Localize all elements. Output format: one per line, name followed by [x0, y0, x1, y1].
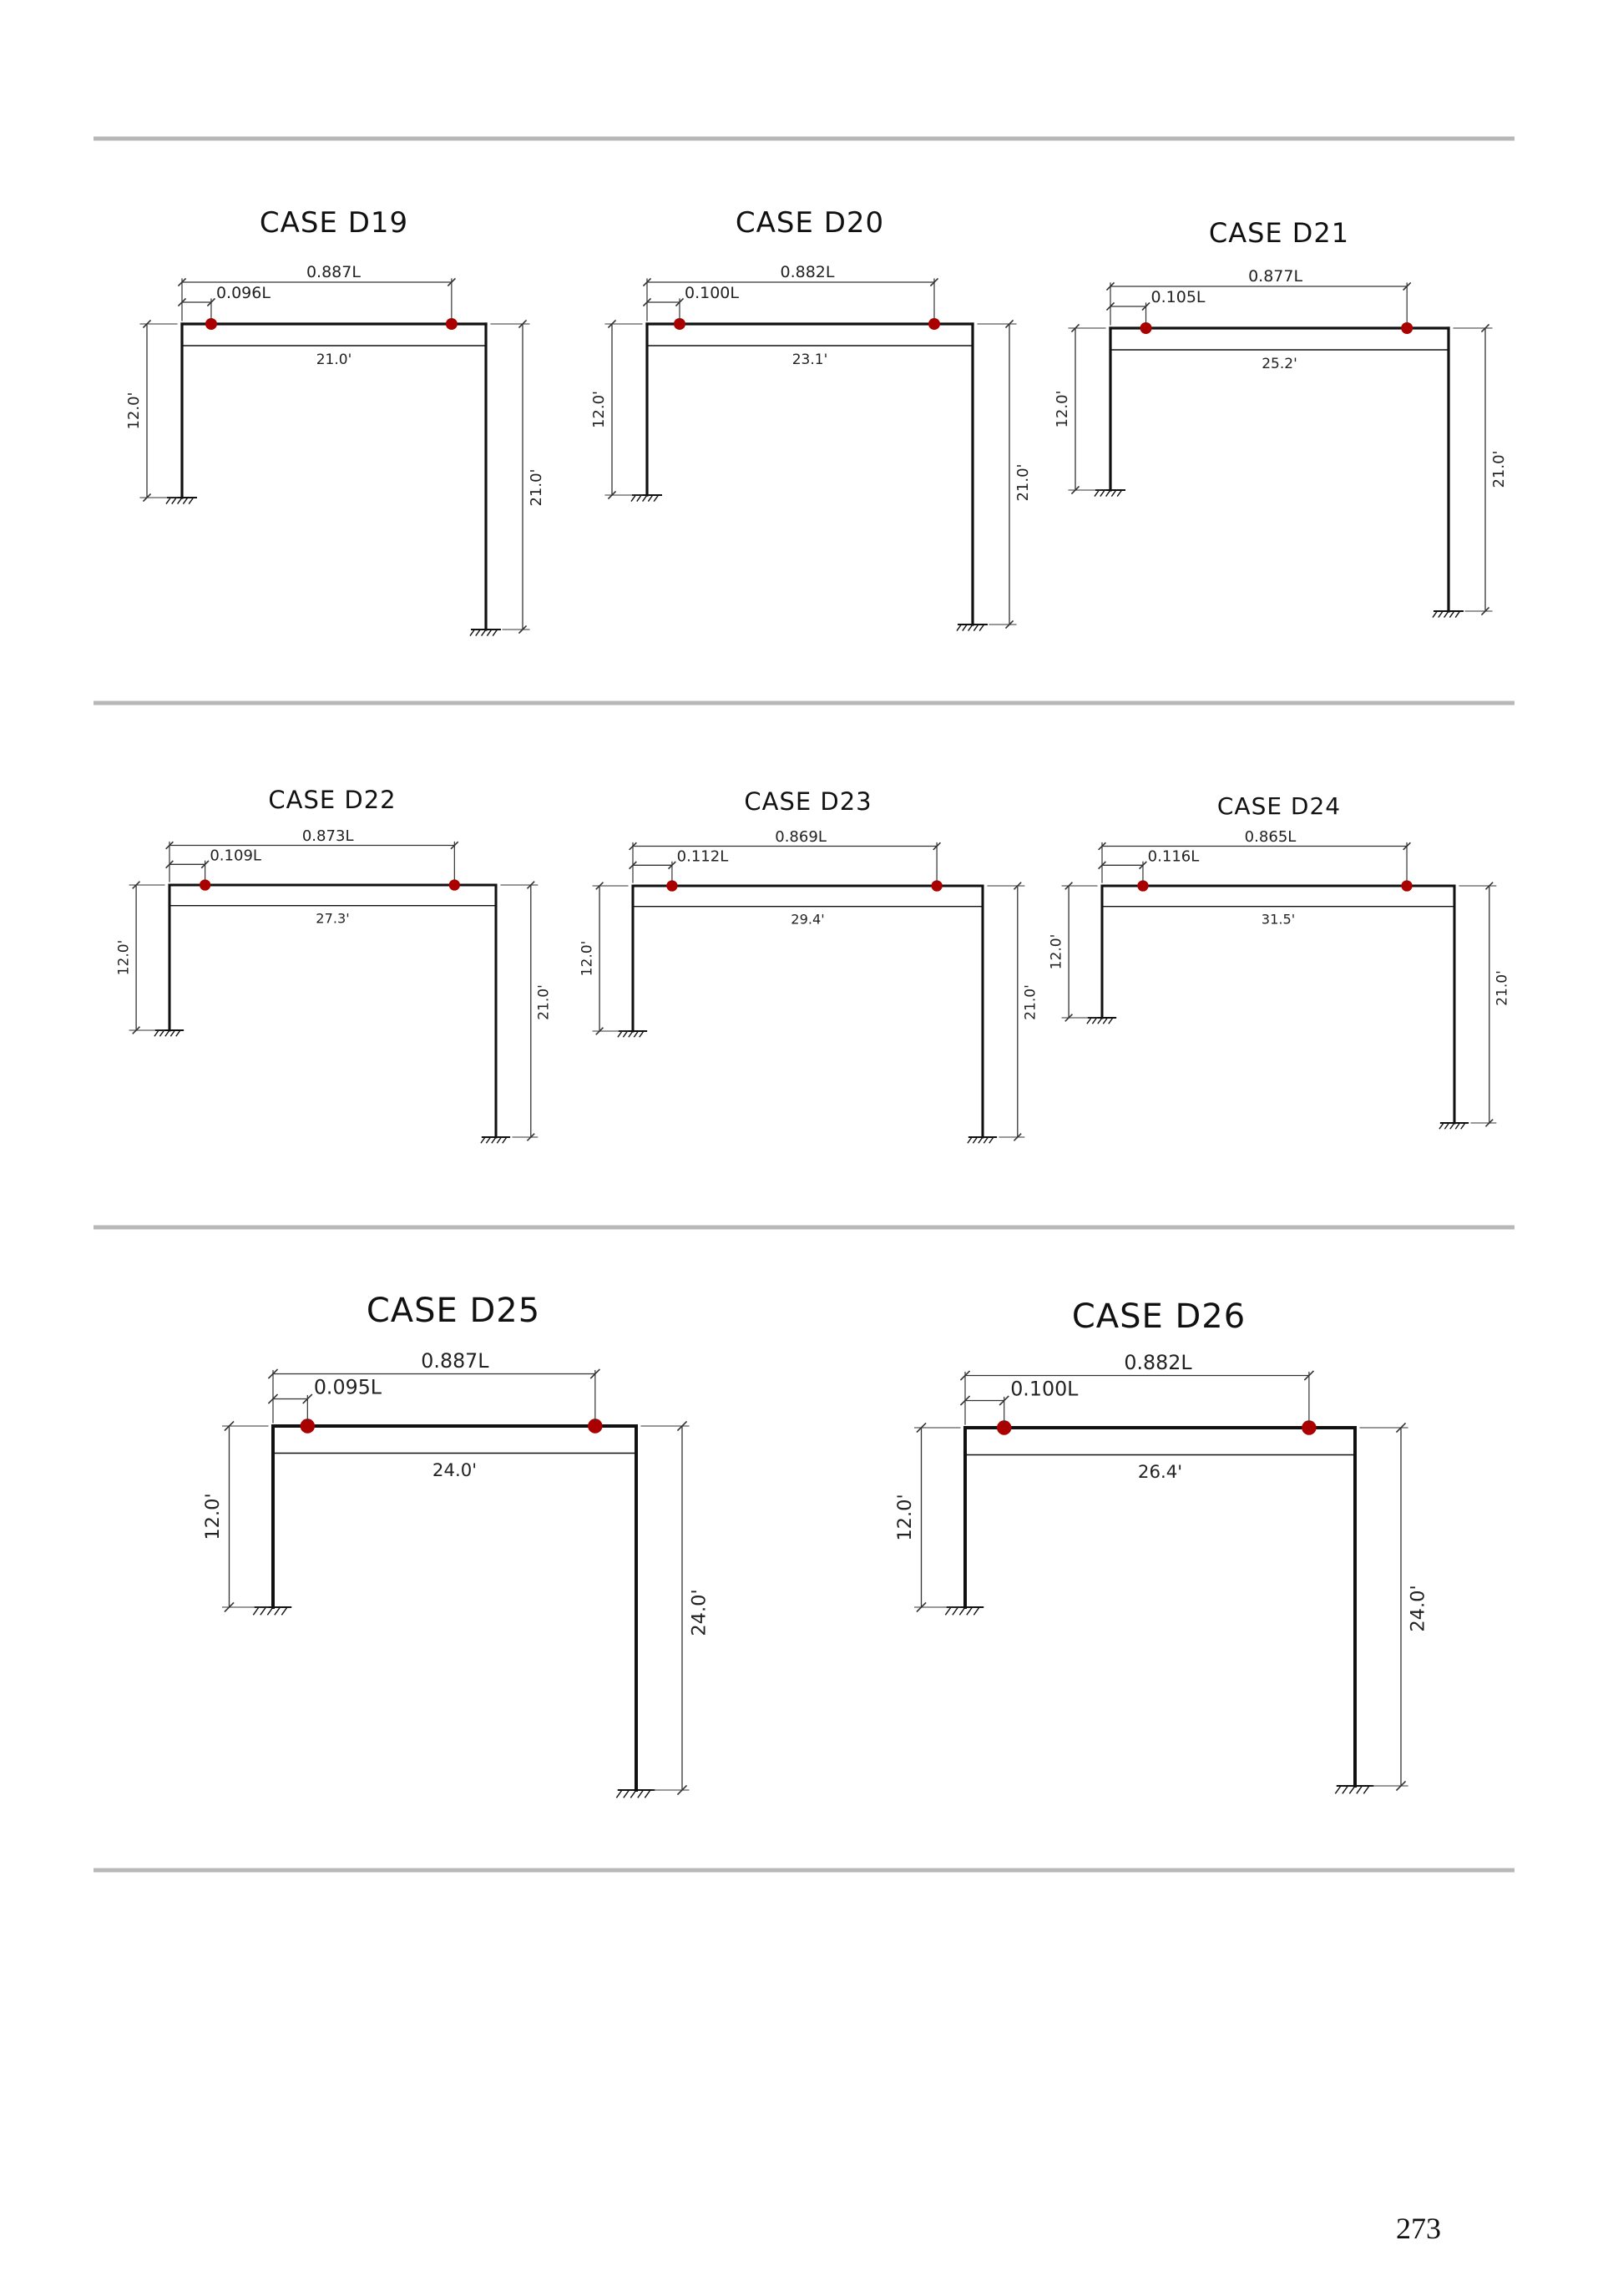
ratio-short-label: 0.100L: [685, 284, 739, 302]
case-title: CASE D19: [259, 206, 409, 240]
support-hatch: [617, 1790, 622, 1798]
case-title: CASE D26: [1071, 1297, 1246, 1336]
hinge-dot-right: [446, 318, 458, 330]
case-title: CASE D23: [744, 787, 872, 816]
support-hatch: [637, 495, 641, 501]
support-hatch: [631, 495, 635, 501]
tall-height-label: 21.0': [1494, 970, 1511, 1006]
ratio-short-label: 0.109L: [210, 847, 261, 865]
short-height-label: 12.0': [1048, 933, 1065, 970]
support-hatch: [268, 1607, 273, 1615]
ratio-long-label: 0.877L: [1248, 267, 1303, 286]
hinge-dot-left: [1137, 880, 1148, 891]
support-hatch: [488, 630, 492, 635]
frame-case-case-d21: [1054, 217, 1508, 617]
support-hatch: [260, 1607, 265, 1615]
hinge-dot-right: [449, 879, 460, 890]
ratio-long-label: 0.882L: [780, 263, 835, 281]
short-height-label: 12.0': [115, 939, 133, 976]
span-label: 21.0': [316, 351, 352, 368]
ratio-long-label: 0.887L: [306, 263, 361, 281]
ratio-short-label: 0.112L: [676, 847, 729, 866]
support-hatch: [166, 498, 170, 503]
case-title: CASE D25: [366, 1292, 541, 1330]
support-hatch: [476, 630, 480, 635]
case-title: CASE D24: [1216, 792, 1342, 820]
span-label: 26.4': [1137, 1462, 1183, 1483]
frame-case-case-d23: [579, 787, 1039, 1143]
support-hatch: [655, 495, 659, 501]
support-hatch: [645, 1790, 650, 1798]
frame-case-case-d22: [116, 786, 553, 1143]
support-hatch: [963, 625, 967, 630]
support-hatch: [980, 625, 984, 630]
support-hatch: [1095, 490, 1099, 496]
tall-height-label: 21.0': [1014, 463, 1032, 502]
separator-line: [94, 701, 1515, 705]
support-hatch: [1456, 611, 1460, 617]
separator-line: [94, 1869, 1515, 1873]
frame-case-case-d24: [1049, 792, 1511, 1129]
support-hatch: [190, 498, 194, 503]
separator-line: [94, 137, 1515, 141]
tall-height-label: 21.0': [535, 984, 553, 1020]
span-label: 29.4': [791, 911, 825, 928]
short-height-label: 12.0': [579, 940, 596, 977]
frame-case-case-d19: [125, 206, 545, 635]
support-hatch: [1357, 1786, 1362, 1793]
support-hatch: [493, 630, 498, 635]
support-hatch: [974, 625, 978, 630]
span-label: 25.2': [1262, 356, 1297, 372]
ratio-short-label: 0.100L: [1010, 1377, 1079, 1401]
frame-case-case-d25: [202, 1292, 710, 1798]
support-hatch: [624, 1790, 629, 1798]
support-hatch: [172, 498, 176, 503]
page-number: 273: [1396, 2212, 1441, 2245]
short-height-label: 12.0': [590, 390, 608, 429]
hinge-dot-right: [928, 318, 940, 330]
support-hatch: [1106, 490, 1110, 496]
span-label: 24.0': [432, 1460, 478, 1481]
hinge-dot-right: [1401, 322, 1413, 334]
support-hatch: [1350, 1786, 1355, 1793]
tall-height-label: 24.0': [1407, 1585, 1429, 1632]
ratio-short-label: 0.105L: [1150, 288, 1206, 306]
support-hatch: [960, 1607, 965, 1615]
case-title: CASE D21: [1208, 217, 1350, 249]
span-label: 27.3': [316, 910, 350, 927]
frame-case-case-d20: [590, 206, 1032, 630]
support-hatch: [649, 495, 653, 501]
support-hatch: [643, 495, 647, 501]
short-height-label: 12.0': [125, 392, 143, 430]
support-hatch: [974, 1607, 979, 1615]
support-hatch: [1118, 490, 1122, 496]
support-hatch: [470, 630, 474, 635]
ratio-long-label: 0.865L: [1244, 827, 1297, 846]
support-hatch: [968, 625, 973, 630]
support-hatch: [178, 498, 182, 503]
support-hatch: [482, 630, 486, 635]
tall-height-label: 21.0': [528, 468, 545, 507]
tall-height-label: 21.0': [1022, 984, 1039, 1020]
support-hatch: [1343, 1786, 1348, 1793]
hinge-dot-left: [666, 880, 677, 891]
case-title: CASE D22: [268, 786, 397, 814]
hinge-dot-left: [674, 318, 685, 330]
frame-case-case-d26: [894, 1297, 1429, 1793]
short-height-label: 12.0': [202, 1493, 224, 1540]
ratio-long-label: 0.869L: [775, 827, 827, 846]
support-hatch: [967, 1607, 972, 1615]
ratio-short-label: 0.096L: [215, 284, 271, 302]
hinge-dot-left: [200, 879, 210, 890]
ratio-long-label: 0.882L: [1124, 1351, 1192, 1374]
support-hatch: [1336, 1786, 1341, 1793]
support-hatch: [275, 1607, 280, 1615]
support-hatch: [946, 1607, 951, 1615]
support-hatch: [282, 1607, 287, 1615]
support-hatch: [1100, 490, 1105, 496]
support-hatch: [957, 625, 961, 630]
hinge-dot-left: [1140, 322, 1152, 334]
short-height-label: 12.0': [1054, 390, 1071, 428]
ratio-short-label: 0.095L: [313, 1375, 382, 1399]
support-hatch: [631, 1790, 636, 1798]
support-hatch: [1364, 1786, 1369, 1793]
hinge-dot-left: [205, 318, 217, 330]
tall-height-label: 24.0': [688, 1589, 710, 1636]
span-label: 31.5': [1261, 911, 1296, 928]
support-hatch: [1433, 611, 1437, 617]
support-hatch: [638, 1790, 643, 1798]
separator-line: [94, 1226, 1515, 1230]
support-hatch: [184, 498, 188, 503]
support-hatch: [1450, 611, 1454, 617]
hinge-dot-right: [931, 880, 942, 891]
case-title: CASE D20: [735, 206, 885, 240]
support-hatch: [1439, 611, 1443, 617]
tall-height-label: 21.0': [1490, 450, 1508, 488]
hinge-dot-right: [1401, 880, 1412, 891]
ratio-long-label: 0.873L: [301, 827, 354, 845]
ratio-long-label: 0.887L: [421, 1349, 489, 1373]
support-hatch: [1444, 611, 1449, 617]
support-hatch: [254, 1607, 259, 1615]
short-height-label: 12.0': [894, 1494, 916, 1541]
support-hatch: [953, 1607, 958, 1615]
ratio-short-label: 0.116L: [1147, 847, 1200, 866]
support-hatch: [1112, 490, 1116, 496]
span-label: 23.1': [791, 351, 828, 368]
